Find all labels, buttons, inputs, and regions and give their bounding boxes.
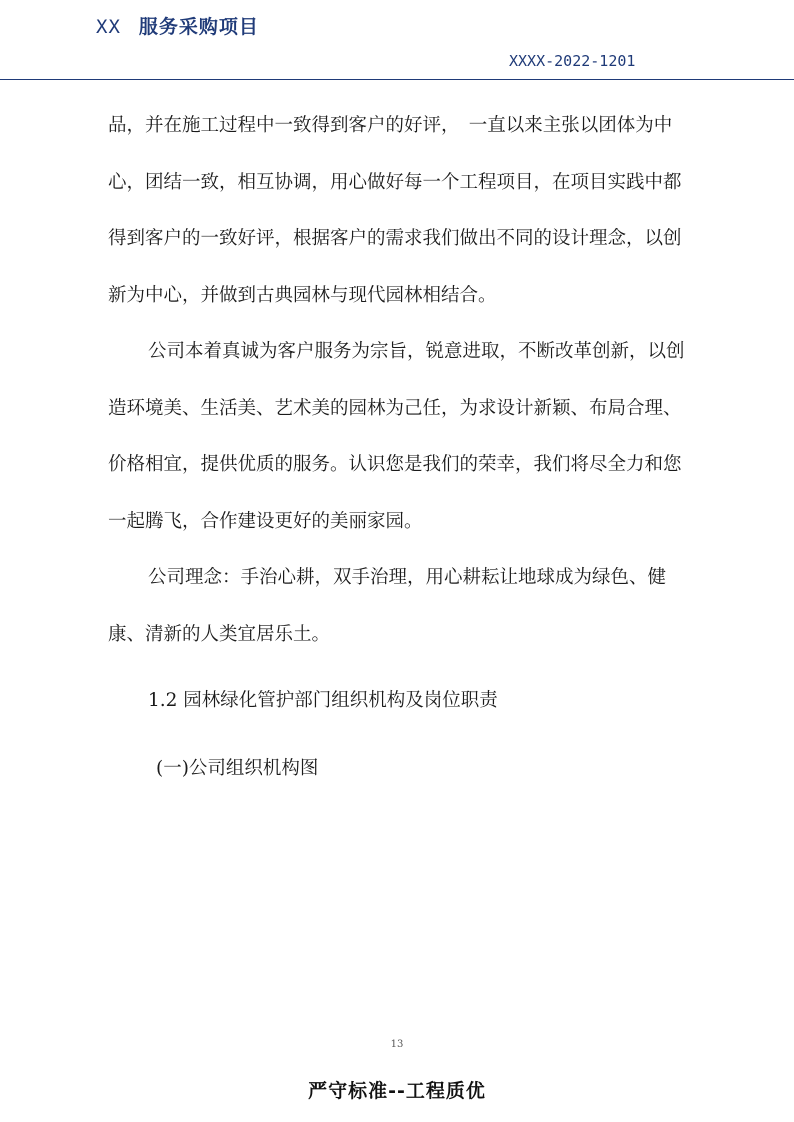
page-number: 13 (390, 1039, 404, 1050)
body-paragraph-3: 公司理念：手治心耕，双手治理，用心耕耘让地球成为绿色、健康、清新的人类宜居乐土。 (108, 567, 667, 645)
header-project-name: 服务采购项目 (138, 16, 259, 38)
section-heading: 1.2 园林绿化管护部门组织机构及岗位职责 (148, 690, 498, 711)
body-paragraph-1: 品，并在施工过程中一致得到客户的好评， 一直以来主张以团体为中心，团结一致，相互协调，用心做好每一个工程项目，在项目实践中都得到客户的一致好评，根据客户的需求我们做出不同的设计理念，以创新为中心，并做到古典园林与现代园林相结合。 (108, 115, 682, 306)
header-title (96, 12, 259, 39)
header-divider (0, 79, 794, 80)
document-number: XXXX-2022-1201 (509, 52, 636, 70)
footer-slogan: 严守标准--工程质优 (308, 1080, 486, 1102)
subsection-heading: (一)公司组织机构图 (156, 758, 319, 779)
body-paragraph-2: 公司本着真诚为客户服务为宗旨，锐意进取，不断改革创新，以创造环境美、生活美、艺术美的园林为己任，为求设计新颖、布局合理、价格相宜，提供优质的服务。认识您是我们的荣幸，我们将尽全力和您一起腾飞，合作建设更好的美丽家园。 (108, 341, 685, 532)
header-code: XX (96, 16, 121, 38)
